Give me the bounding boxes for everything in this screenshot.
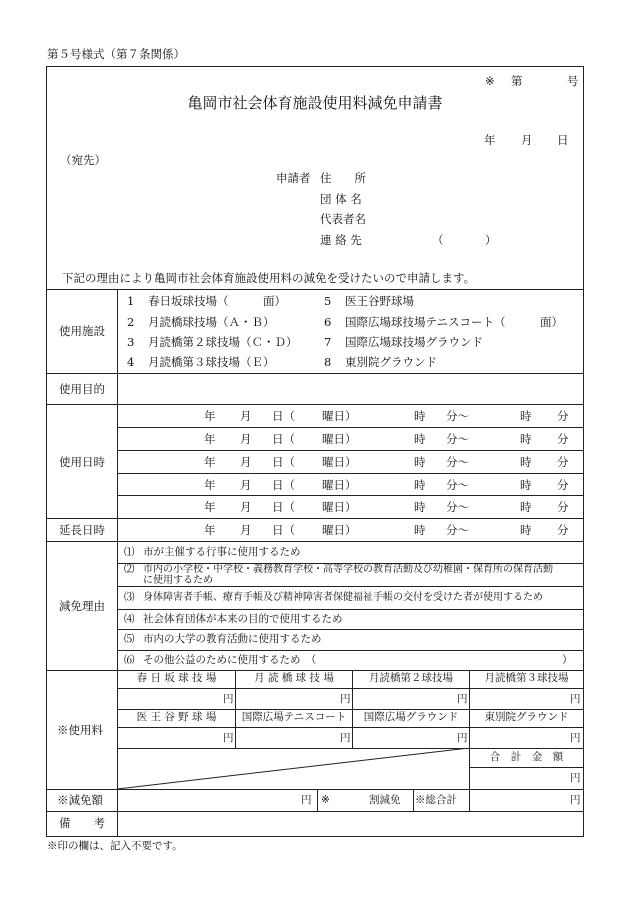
footer-note: ※印の欄は、記入不要です。 xyxy=(47,840,183,852)
datetime-row-1-minute-from: 分～ xyxy=(446,409,469,423)
datetime-row-1-day: 日（ xyxy=(272,409,295,423)
datetime-row-5-hour2: 時 xyxy=(520,500,532,514)
datetime-row-2-minute-from: 分～ xyxy=(446,432,469,446)
datetime-row-5-year: 年 xyxy=(204,500,216,514)
extension-hour2: 時 xyxy=(520,523,532,537)
applicant-label: 申請者 xyxy=(276,171,311,185)
datetime-row-2-month: 月 xyxy=(240,432,252,446)
facility-4-name[interactable]: 月読橋第３球技場（Ｅ） xyxy=(148,355,275,369)
datetime-row-1-year: 年 xyxy=(204,409,216,423)
extension-month: 月 xyxy=(240,523,252,537)
datetime-row-4-month: 月 xyxy=(240,478,252,492)
fee-name-higashibetsuin: 東別院グラウンド xyxy=(484,711,569,723)
line-extension-top xyxy=(46,518,584,519)
facility-7-no: 7 xyxy=(324,335,332,349)
reason-5-text[interactable]: 市内の大学の教育活動に使用するため xyxy=(143,633,322,645)
extension-minute-from: 分～ xyxy=(446,523,469,537)
facility-5-name[interactable]: 医王谷野球場 xyxy=(345,294,414,308)
representative-label: 代表者名 xyxy=(320,212,366,226)
extension-minute-to: 分 xyxy=(557,523,569,537)
line-fees-2 xyxy=(117,709,584,710)
fee-name-kokusai-ground: 国際広場グラウンド xyxy=(363,711,459,723)
line-dt-1 xyxy=(117,427,584,428)
line-dt-3 xyxy=(117,473,584,474)
line-fees-top xyxy=(46,670,584,671)
datetime-row-4-minute-to: 分 xyxy=(557,478,569,492)
total-label: 合 計 金 額 xyxy=(489,751,564,763)
fee-yen-3: 円 xyxy=(457,693,468,705)
extension-day: 日（ xyxy=(272,523,295,537)
datetime-row-4-day: 日（ xyxy=(272,478,295,492)
reason-6-no: ⑹ xyxy=(124,654,135,666)
frame-left xyxy=(46,66,47,836)
grand-total-yen: 円 xyxy=(570,794,581,806)
datetime-row-3-minute-to: 分 xyxy=(557,455,569,469)
datetime-label: 使用日時 xyxy=(59,455,105,469)
line-fee-col-3 xyxy=(469,670,470,811)
fee-name-iouyadani: 医 王 谷 野 球 場 xyxy=(136,711,217,723)
datetime-row-5-month: 月 xyxy=(240,500,252,514)
datetime-row-5-minute-to: 分 xyxy=(557,500,569,514)
datetime-row-3-minute-from: 分～ xyxy=(446,455,469,469)
reason-1-no: ⑴ xyxy=(124,546,135,558)
blank-diagonal xyxy=(117,748,469,789)
facility-5-no: 5 xyxy=(324,294,332,308)
purpose-label: 使用目的 xyxy=(59,382,105,396)
datetime-row-3-month: 月 xyxy=(240,455,252,469)
reduction-rate-label: 割減免 xyxy=(369,794,401,806)
reason-2-no: ⑵ xyxy=(124,563,135,575)
datetime-row-5-day: 日（ xyxy=(272,500,295,514)
receipt-dai: 第 xyxy=(511,74,523,88)
datetime-row-5-minute-from: 分～ xyxy=(446,500,469,514)
contact-label: 連 絡 先 xyxy=(320,233,362,247)
form-number: 第５号様式（第７条関係） xyxy=(47,47,185,61)
reason-4-no: ⑷ xyxy=(124,613,135,625)
fee-yen-7: 円 xyxy=(457,732,468,744)
datetime-row-1-hour2: 時 xyxy=(520,409,532,423)
fee-yen-6: 円 xyxy=(340,732,351,744)
datetime-row-2-year: 年 xyxy=(204,432,216,446)
date-month: 月 xyxy=(521,133,533,147)
facility-7-name[interactable]: 国際広場球技場グラウンド xyxy=(345,335,483,349)
line-total-mid xyxy=(469,767,584,768)
fee-name-tsukiyomibashi: 月 読 橋 球 技 場 xyxy=(254,672,334,684)
datetime-row-4-year: 年 xyxy=(204,478,216,492)
facility-1-no: 1 xyxy=(127,294,135,308)
frame-bottom xyxy=(46,836,584,837)
facility-1-name[interactable]: 春日坂球技場（ 面） xyxy=(148,294,286,308)
form-title: 亀岡市社会体育施設使用料減免申請書 xyxy=(187,94,443,112)
facility-8-no: 8 xyxy=(324,355,332,369)
line-r-3 xyxy=(117,609,584,610)
facility-6-name[interactable]: 国際広場球技場テニスコート（ 面） xyxy=(345,315,564,329)
fee-name-tsukiyomibashi-3: 月読橋第３球技場 xyxy=(484,672,569,684)
frame-right xyxy=(583,66,584,836)
date-day: 日 xyxy=(557,133,569,147)
datetime-row-3-day: 日（ xyxy=(272,455,295,469)
line-r-4 xyxy=(117,629,584,630)
fee-name-tsukiyomibashi-2: 月読橋第２球技場 xyxy=(369,672,453,684)
datetime-row-2-hour2: 時 xyxy=(520,432,532,446)
grand-total-label: ※総合計 xyxy=(415,794,457,806)
reason-5-no: ⑸ xyxy=(124,633,135,645)
facility-3-name[interactable]: 月読橋第２球技場（Ｃ・Ｄ） xyxy=(148,335,298,349)
facility-4-no: 4 xyxy=(127,355,135,369)
datetime-row-5-hour: 時 xyxy=(414,500,426,514)
facility-2-no: 2 xyxy=(127,315,135,329)
reason-6-close: ） xyxy=(562,654,573,666)
datetime-row-4-minute-from: 分～ xyxy=(446,478,469,492)
date-year: 年 xyxy=(484,133,496,147)
datetime-row-2-day: 日（ xyxy=(272,432,295,446)
datetime-row-2-hour: 時 xyxy=(414,432,426,446)
address-label: 住 所 xyxy=(320,171,366,185)
datetime-row-3-hour2: 時 xyxy=(520,455,532,469)
datetime-row-1-minute-to: 分 xyxy=(557,409,569,423)
reduction-yen: 円 xyxy=(301,794,312,806)
purpose-field[interactable] xyxy=(119,375,581,403)
fee-name-kasugazaka: 春 日 坂 球 技 場 xyxy=(136,672,217,684)
reason-3-no: ⑶ xyxy=(124,591,135,603)
line-dt-4 xyxy=(117,495,584,496)
fee-yen-4: 円 xyxy=(570,693,581,705)
facility-6-no: 6 xyxy=(324,315,332,329)
receipt-mark: ※ xyxy=(485,74,495,88)
datetime-row-4-hour: 時 xyxy=(414,478,426,492)
line-r-5 xyxy=(117,650,584,651)
fee-yen-5: 円 xyxy=(223,732,234,744)
facility-8-name[interactable]: 東別院グラウンド xyxy=(345,355,437,369)
reason-6-text[interactable]: その他公益のために使用するため （ xyxy=(143,654,317,666)
application-statement: 下記の理由により亀岡市社会体育施設使用料の減免を受けたいので申請します。 xyxy=(62,271,476,285)
contact-paren-close: ） xyxy=(485,233,497,247)
fees-label: ※使用料 xyxy=(57,723,103,737)
datetime-row-4-weekday: 曜日） xyxy=(322,478,357,492)
datetime-row-5-weekday: 曜日） xyxy=(322,500,357,514)
line-dt-2 xyxy=(117,450,584,451)
fee-yen-8: 円 xyxy=(570,732,581,744)
line-facilities-top xyxy=(46,289,584,290)
addressee: （宛先） xyxy=(60,153,106,167)
facilities-label: 使用施設 xyxy=(59,324,105,338)
datetime-row-1-month: 月 xyxy=(240,409,252,423)
line-red-col-1 xyxy=(317,789,318,811)
line-reduction-top xyxy=(46,789,584,790)
line-red-col-2 xyxy=(413,789,414,811)
extension-hour: 時 xyxy=(414,523,426,537)
datetime-row-2-minute-to: 分 xyxy=(557,432,569,446)
remarks-label: 備 考 xyxy=(59,816,105,830)
datetime-row-3-weekday: 曜日） xyxy=(322,455,357,469)
reason-2-text[interactable]: 市内の小学校・中学校・義務教育学校・高等学校の教育活動及び幼稚園・保育所の保育活動 xyxy=(143,564,553,575)
datetime-row-2-weekday: 曜日） xyxy=(322,432,357,446)
datetime-row-1-weekday: 曜日） xyxy=(322,409,357,423)
datetime-row-1-hour: 時 xyxy=(414,409,426,423)
extension-weekday: 曜日） xyxy=(322,523,357,537)
line-fees-3 xyxy=(117,727,584,728)
fee-yen-1: 円 xyxy=(223,693,234,705)
frame-top xyxy=(46,66,584,67)
line-purpose-top xyxy=(46,373,584,374)
fee-yen-2: 円 xyxy=(340,693,351,705)
reason-3-text[interactable]: 身体障害者手帳、療育手帳及び精神障害者保健福祉手帳の交付を受けた者が使用するため xyxy=(143,592,543,603)
line-reasons-top xyxy=(46,541,584,542)
reduction-rate-mark: ※ xyxy=(321,794,330,806)
remarks-field[interactable] xyxy=(119,812,581,835)
extension-label: 延長日時 xyxy=(59,523,105,537)
contact-paren-open: （ xyxy=(432,233,444,247)
line-fees-1 xyxy=(117,688,584,689)
extension-year: 年 xyxy=(204,523,216,537)
reason-4-text[interactable]: 社会体育団体が本来の目的で使用するため xyxy=(143,613,343,625)
datetime-row-4-hour2: 時 xyxy=(520,478,532,492)
datetime-row-3-year: 年 xyxy=(204,455,216,469)
total-yen: 円 xyxy=(570,772,581,784)
group-name-label: 団 体 名 xyxy=(320,192,362,206)
reason-2-text-cont: に使用するため xyxy=(143,575,213,586)
reasons-label: 減免理由 xyxy=(59,599,105,613)
fee-name-tennis: 国際広場テニスコート xyxy=(241,711,347,723)
reduction-label: ※減免額 xyxy=(57,793,103,807)
facility-3-no: 3 xyxy=(127,335,135,349)
receipt-go: 号 xyxy=(567,74,579,88)
reason-1-text[interactable]: 市が主催する行事に使用するため xyxy=(143,546,301,558)
facility-2-name[interactable]: 月読橋球技場（Ａ・Ｂ） xyxy=(148,315,275,329)
datetime-row-3-hour: 時 xyxy=(414,455,426,469)
line-datetime-top xyxy=(46,404,584,405)
